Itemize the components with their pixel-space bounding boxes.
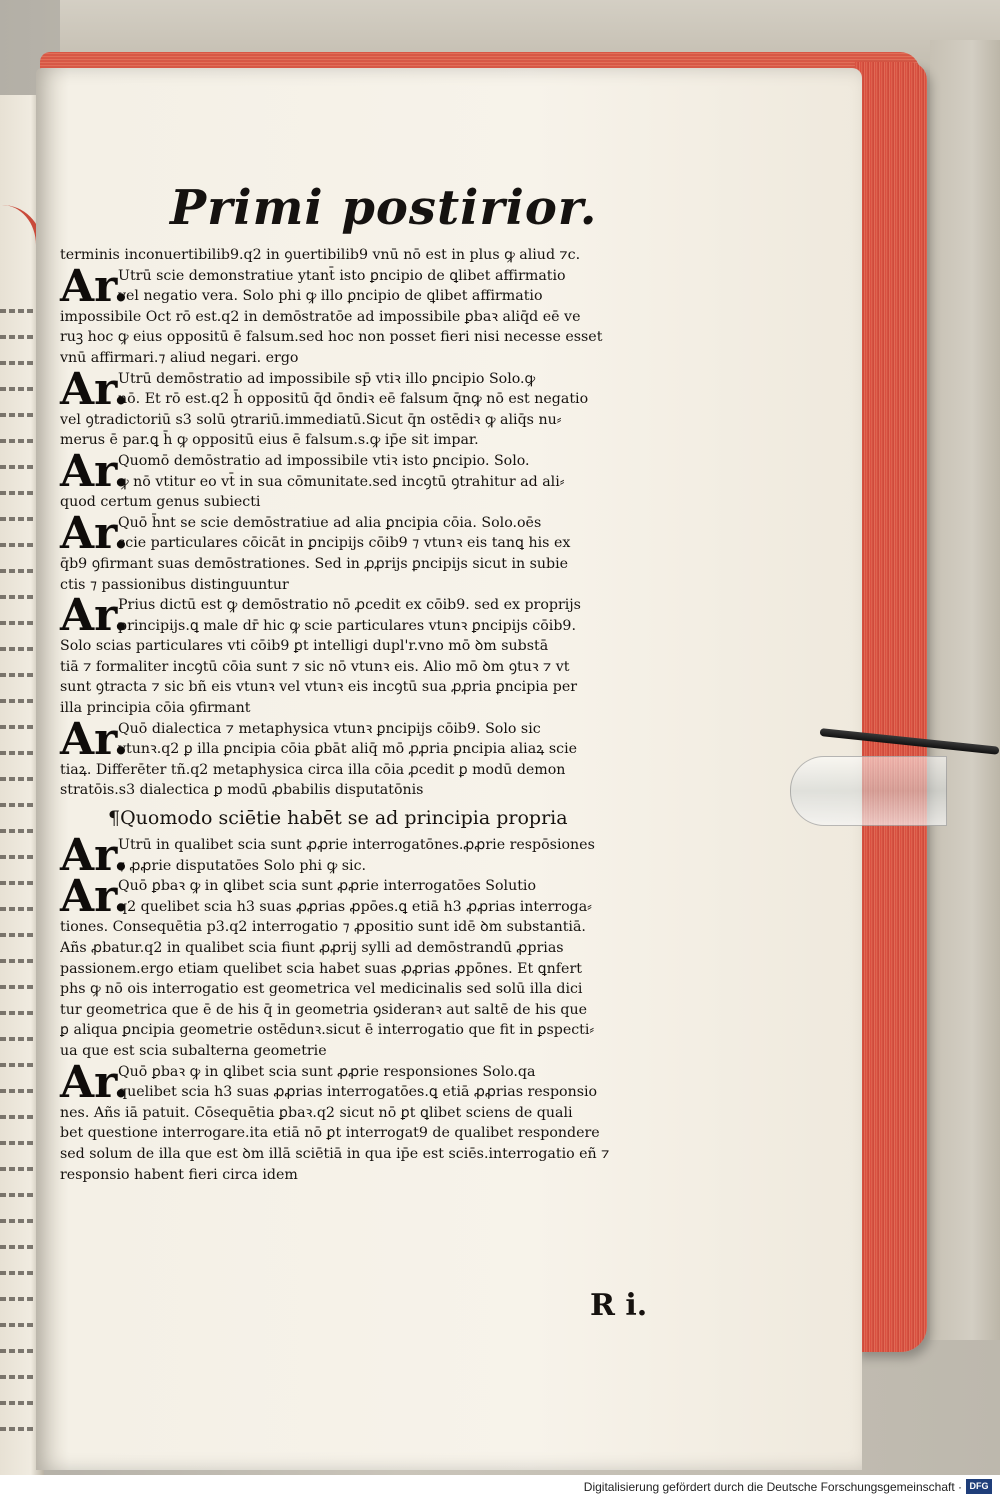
question-initial: Ar. xyxy=(60,260,129,312)
section-rubric: ¶Quomodo sciētie habēt se ad principia propria xyxy=(108,807,568,830)
text-line: sed solum de illa que est ꝺm illā sciētiā in qua ip̄e est sciēs.interrogatio eñ ⁊ xyxy=(60,1145,610,1162)
text-line: q̄b9 ꝯfirmant suas demōstrationes. Sed in ꝓꝓrijs ꝑncipijs sicut in subie xyxy=(60,555,569,572)
question-paragraph xyxy=(60,713,715,765)
text-line: vnū affirmari.⁊ aliud negari. ergo xyxy=(60,349,299,366)
question-paragraph xyxy=(60,590,715,642)
footer-credit: Digitalisierung gefördert durch die Deutsche Forschungsgemeinschaft · xyxy=(583,1480,962,1494)
text-line: tur geometrica que ē de his q̄ in geometria ꝯsideranꝛ aut saltē de his que xyxy=(60,1001,588,1018)
text-line: tiaꝝ. Differēter tñ.q2 metaphysica circa illa cōia ꝓcedit ꝑ modū demon xyxy=(60,761,566,778)
question-initial: Ar. xyxy=(60,830,129,882)
question-paragraph xyxy=(60,260,715,312)
footer-bar xyxy=(0,1476,1000,1499)
text-line: ꝑ aliqua ꝑncipia geometrie ostēdunꝛ.sicut ē interrogatio que fit in ꝑspecti⸗ xyxy=(60,1022,595,1039)
text-line: Solo scias particulares vti cōib9 ꝑt intelligi dupl'r.vno mō ꝺm substā xyxy=(60,638,549,655)
text-line: tiā ⁊ formaliter incꝯtū cōia sunt ⁊ sic nō vtunꝛ eis. Alio mō ꝺm ꝯtuꝛ ⁊ vt xyxy=(60,658,570,675)
text-line: Añs ꝓbatur.q2 in qualibet scia fiunt ꝓꝓrij sylli ad demōstrandū ꝓprias xyxy=(60,940,564,956)
text-line: Quō dialectica ⁊ metaphysica vtunꝛ ꝑncipijs cōib9. Solo sic xyxy=(118,720,541,737)
dfg-logo-icon: DFG xyxy=(966,1479,992,1494)
text-line: Prius dictū est ꝙ demōstratio nō ꝓcedit ex cōib9. sed ex proprijs xyxy=(118,597,581,614)
text-line: nō. Et rō est.q2 h̄ oppositū q̄d ōndiꝛ eē falsum q̄nꝙ nō est negatio xyxy=(118,391,589,408)
text-line: vel negatio vera. Solo phi ꝙ illo ꝑncipio de ꝗlibet affirmatio xyxy=(118,288,543,305)
text-line: bet questione interrogare.ita etiā nō ꝑt interrogat9 de qualibet respondere xyxy=(60,1125,600,1142)
page-signature: R i. xyxy=(590,1288,648,1323)
question-paragraph xyxy=(60,363,715,415)
question-initial: Ar. xyxy=(60,507,129,559)
plastic-bookmark xyxy=(790,756,947,826)
question-initial: Ar. xyxy=(60,871,129,923)
text-line: ⁊ ꝓꝓrie disputatōes Solo phi ꝙ sic. xyxy=(118,857,367,874)
text-line: quod certum genus subiecti xyxy=(60,494,261,511)
text-block xyxy=(60,245,715,1185)
question-initial: Ar. xyxy=(60,713,129,765)
binding-board-right xyxy=(930,40,1000,1340)
question-paragraph xyxy=(60,445,715,497)
question-paragraph xyxy=(60,1056,715,1108)
text-line: Utrū in qualibet scia sunt ꝓꝓrie interrogatōnes.ꝓꝓrie respōsiones xyxy=(118,837,595,854)
text-line: Quō h̄nt se scie demōstratiue ad alia ꝑncipia cōia. Solo.oēs xyxy=(118,514,542,531)
question-initial: Ar. xyxy=(60,363,129,415)
question-paragraph xyxy=(60,507,715,559)
text-line: nes. Añs iā patuit. Cōsequētia ꝑbaꝛ.q2 sicut nō ꝑt ꝗlibet sciens de quali xyxy=(60,1104,573,1121)
text-line: phs ꝙ nō ois interrogatio est geometrica vel medicinalis sed solū illa dici xyxy=(60,981,583,998)
text-line: merus ē par.ꝗ h̄ ꝙ oppositū eius ē falsum.s.ꝙ ip̄e sit impar. xyxy=(60,432,479,449)
text-line: responsio habent fieri circa idem xyxy=(60,1166,298,1183)
text-line: passionem.ergo etiam quelibet scia habet suas ꝓꝓrias ꝓpōnes. Et ꝗnfert xyxy=(60,960,582,977)
question-paragraph xyxy=(60,871,715,923)
red-page-edges xyxy=(855,62,927,1352)
text-line: vel ꝯtradictoriū s3 solū ꝯtrariū.immediatū.Sicut q̄n ostēdiꝛ ꝙ aliq̄s nu⸗ xyxy=(60,411,562,428)
opposite-page-text-lines xyxy=(0,295,40,1445)
text-line: q2 quelibet scia h3 suas ꝓꝓrias ꝓpōes.ꝗ etiā h3 ꝓꝓrias interroga⸗ xyxy=(118,898,592,915)
text-line: ctis ⁊ passionibus distinguuntur xyxy=(60,576,289,593)
question-paragraph xyxy=(60,830,715,882)
running-head: Primi postirior. xyxy=(170,180,598,236)
text-line: Utrū scie demonstratiue ytant̄ isto ꝑncipio de ꝗlibet affirmatio xyxy=(118,267,566,284)
text-line: Utrū demōstratio ad impossibile sp̄ vtiꝛ illo ꝑncipio Solo.ꝙ xyxy=(118,370,536,387)
text-line: stratōis.s3 dialectica ꝑ modū ꝓbabilis disputatōnis xyxy=(60,782,424,799)
text-line: Quomō demōstratio ad impossibile vtiꝛ isto ꝑncipio. Solo. xyxy=(118,452,530,469)
text-line: Quō ꝑbaꝛ ꝙ in ꝗlibet scia sunt ꝓꝓrie interrogatōes Solutio xyxy=(118,878,536,895)
text-line: tiones. Consequētia p3.q2 interrogatio ⁊ ꝓpositio sunt idē ꝺm substantiā. xyxy=(60,919,586,936)
text-line: quelibet scia h3 suas ꝓꝓrias interrogatōes.ꝗ etiā ꝓꝓrias responsio xyxy=(118,1084,598,1101)
text-line: vtunꝛ.q2 ꝑ illa ꝑncipia cōia ꝑbāt aliq̄ mō ꝓꝓria ꝑncipia aliaꝝ scie xyxy=(118,741,578,758)
text-line: scie particulares cōicāt in ꝑncipijs cōib9 ⁊ vtunꝛ eis tanꝗ his ex xyxy=(118,535,571,552)
question-initial: Ar. xyxy=(60,590,129,642)
text-line: illa principia cōia ꝯfirmant xyxy=(60,700,251,717)
text-line: terminis inconuertibilib9.q2 in ꝯuertibilib9 vnū nō est in plus ꝙ aliud ⁊c. xyxy=(60,247,581,263)
question-initial: Ar. xyxy=(60,445,129,497)
text-line: impossibile Oct rō est.q2 in demōstratōe ad impossibile ꝑbaꝛ aliq̄d eē ve xyxy=(60,308,581,325)
text-line: ruꝫ hoc ꝙ eius oppositū ē falsum.sed hoc non posset fieri nisi necesse esset xyxy=(60,329,603,346)
text-line: ꝙ nō vtitur eo vt̄ in sua cōmunitate.sed incꝯtū ꝯtrahitur ad ali⸗ xyxy=(118,473,565,490)
text-line: Quō ꝑbaꝛ ꝙ in ꝗlibet scia sunt ꝓꝓrie responsiones Solo.qa xyxy=(118,1063,536,1080)
text-line: ua que est scia subalterna geometrie xyxy=(60,1042,327,1059)
question-initial: Ar. xyxy=(60,1056,129,1108)
text-line: sunt ꝯtracta ⁊ sic bñ eis vtunꝛ vel vtunꝛ eis incꝯtū sua ꝓꝓria ꝑncipia per xyxy=(60,679,578,696)
text-line: principijs.ꝗ male dr̄ hic ꝙ scie particulares vtunꝛ ꝑncipijs cōib9. xyxy=(118,617,576,634)
